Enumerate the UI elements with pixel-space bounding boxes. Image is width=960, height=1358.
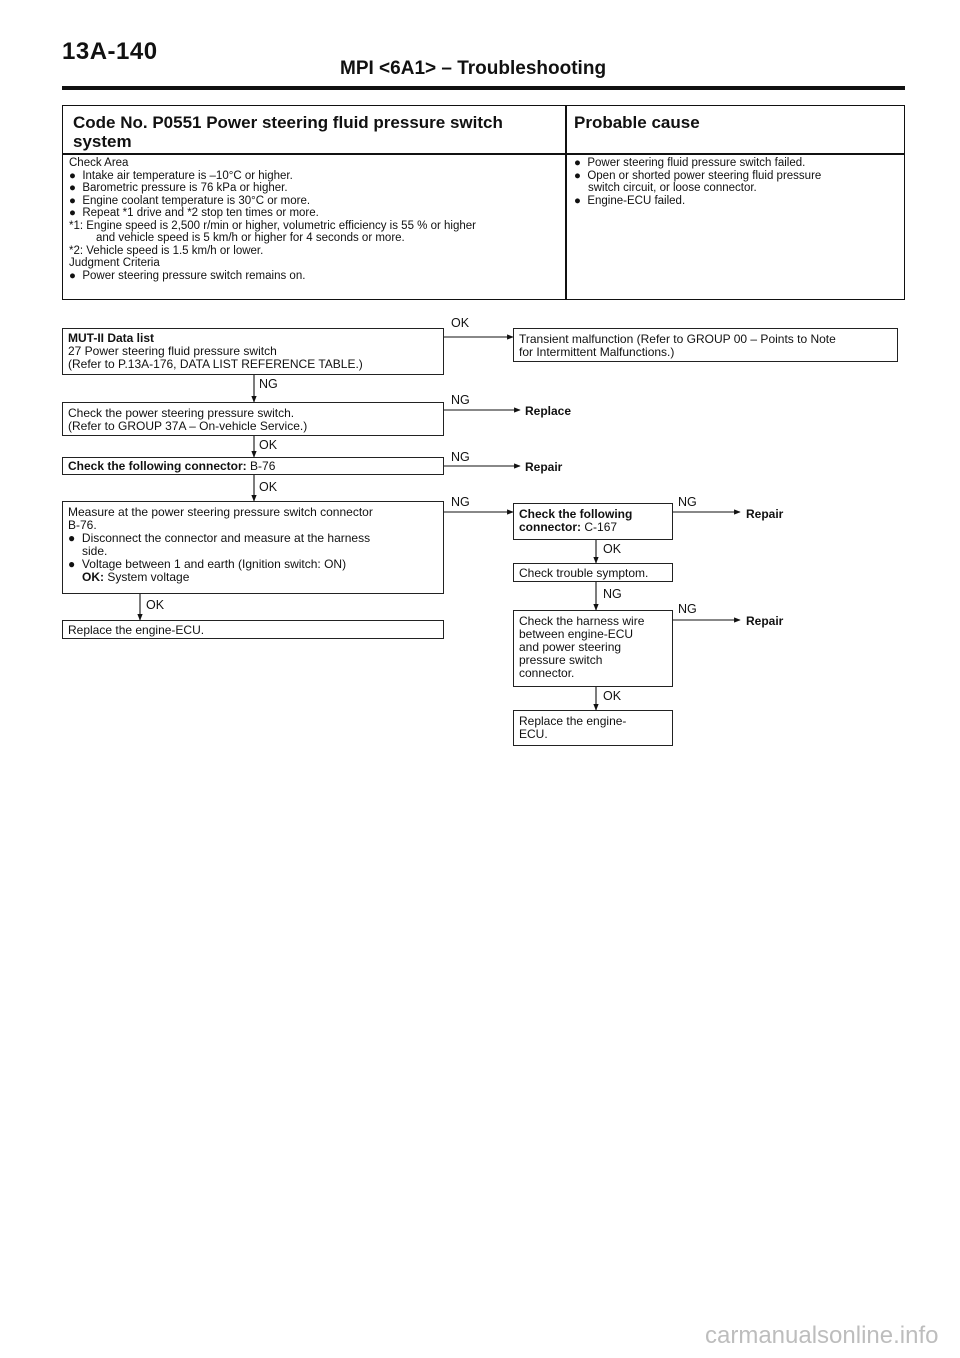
label-ng: NG bbox=[451, 393, 470, 407]
label-ok: OK bbox=[451, 316, 470, 330]
result-repair: Repair bbox=[746, 614, 784, 628]
label-ng: NG bbox=[678, 495, 697, 509]
result-replace: Replace bbox=[525, 404, 572, 418]
label-ok: OK bbox=[603, 542, 622, 556]
check-pressure-switch-box: Check the power steering pressure switch. (Refer to GROUP 37A – On-vehicle Service.) bbox=[62, 402, 444, 436]
result-repair: Repair bbox=[525, 460, 563, 474]
code-header: Code No. P0551 Power steering fluid pressure switch system bbox=[73, 113, 503, 151]
label-ok: OK bbox=[146, 598, 165, 612]
label-ok: OK bbox=[259, 438, 278, 452]
replace-engine-ecu-box: Replace the engine-ECU. bbox=[62, 620, 444, 639]
label-ng: NG bbox=[451, 495, 470, 509]
label-ok: OK bbox=[259, 480, 278, 494]
probable-cause-header: Probable cause bbox=[574, 113, 700, 132]
check-harness-wire-box: Check the harness wire between engine-ECU and power steering pressure switch connector. bbox=[513, 610, 673, 687]
measure-connector-box: Measure at the power steering pressure switch connector B-76. ● Disconnect the connector and measure at the harness side. ● Voltage between 1 and earth (Ignition switch: ON) OK: System voltage bbox=[62, 501, 444, 594]
check-trouble-symptom-box: Check trouble symptom. bbox=[513, 563, 673, 582]
page-title: MPI <6A1> – Troubleshooting bbox=[340, 58, 607, 79]
label-ng: NG bbox=[259, 377, 278, 391]
probable-cause-cell: ● Power steering fluid pressure switch failed. ● Open or shorted power steering fluid pressure switch circuit, or loose connector. ● Engine-ECU failed. bbox=[574, 157, 822, 207]
watermark: carmanualsonline.info bbox=[705, 1322, 939, 1349]
label-ng: NG bbox=[603, 587, 622, 601]
label-ok: OK bbox=[603, 689, 622, 703]
label-ng: NG bbox=[451, 450, 470, 464]
check-connector-c167-box: Check the following connector: C-167 bbox=[513, 503, 673, 540]
replace-engine-ecu-box-2: Replace the engine- ECU. bbox=[513, 710, 673, 746]
transient-malfunction-box: Transient malfunction (Refer to GROUP 00 – Points to Note for Intermittent Malfunctions.) bbox=[513, 328, 898, 362]
mut-data-list-box: MUT-II Data list 27 Power steering fluid pressure switch (Refer to P.13A-176, DATA LIST REFERENCE TABLE.) bbox=[62, 328, 444, 375]
check-connector-b76-box: Check the following connector: B-76 bbox=[62, 457, 444, 475]
page-number: 13A-140 bbox=[62, 38, 158, 65]
check-area-cell: Check Area ● Intake air temperature is –10°C or higher. ● Barometric pressure is 76 kPa or higher. ● Engine coolant temperature is 30°C or more. ● Repeat *1 drive and *2 stop ten times or more. *1: Engine speed is 2,500 r/min or higher, volumetric efficiency is 55 % or higher and vehicle speed is 5 km/h or higher for 4 seconds or more. *2: Vehicle speed is 1.5 km/h or lower. Judgment Criteria ● Power steering pressure switch remains on. bbox=[69, 157, 476, 282]
label-ng: NG bbox=[678, 602, 697, 616]
result-repair: Repair bbox=[746, 507, 784, 521]
